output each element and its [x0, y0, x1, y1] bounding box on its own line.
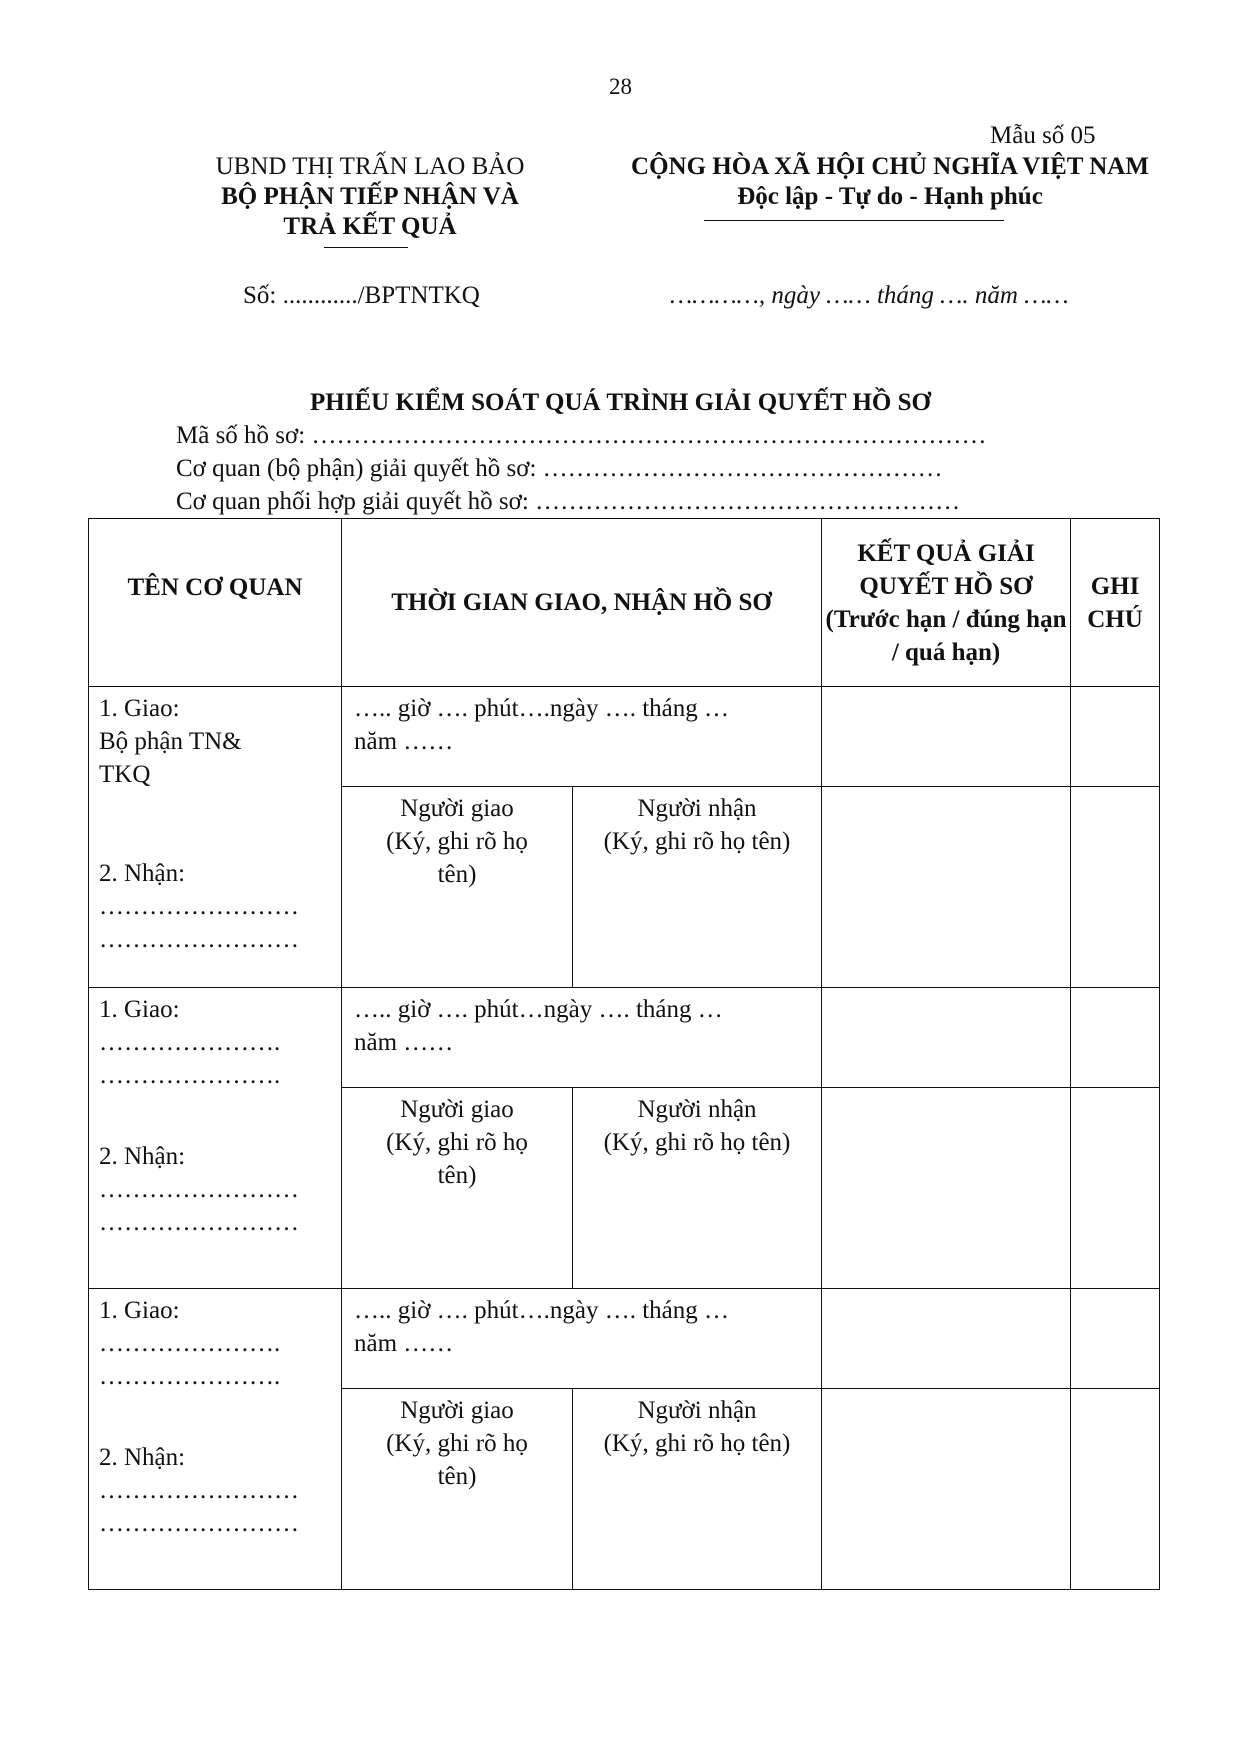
receiver-signature-cell — [573, 1389, 822, 1590]
org-line-1: UBND THỊ TRẤN LAO BẢO — [215, 153, 525, 180]
receiver-instruction: (Ký, ghi rõ họ tên) — [603, 828, 791, 855]
date-line: …………, ngày …… tháng …. năm …… — [670, 282, 1069, 309]
handover-time-cell — [342, 687, 822, 787]
nation-motto: Độc lập - Tự do - Hạnh phúc — [737, 183, 1043, 210]
giao-detail: …………………. — [99, 1363, 281, 1390]
header-agency-name: TÊN CƠ QUAN — [89, 519, 342, 687]
receiver-instruction: (Ký, ghi rõ họ tên) — [603, 1430, 791, 1457]
note-cell — [1071, 687, 1160, 787]
org-line-2: BỘ PHẬN TIẾP NHẬN VÀ — [221, 183, 519, 210]
table-header-row — [89, 519, 1160, 687]
motto-underline — [704, 220, 1004, 221]
table-row — [89, 687, 1160, 787]
time-line: ….. giờ …. phút…ngày …. tháng … — [354, 996, 723, 1023]
time-line: năm …… — [354, 1029, 454, 1056]
note-cell — [1071, 787, 1160, 988]
agency-cell — [89, 988, 342, 1289]
receiver-label: Người nhận — [637, 795, 757, 822]
note-cell — [1071, 1289, 1160, 1389]
processing-agency-line: Cơ quan (bộ phận) giải quyết hồ sơ: ………………………………………… — [176, 455, 943, 482]
nhan-label: 2. Nhận: — [99, 1444, 186, 1471]
giver-label: Người giao — [400, 795, 514, 822]
giver-label: Người giao — [400, 1096, 514, 1123]
nhan-dots: …………………… — [99, 1209, 299, 1236]
giao-label: 1. Giao: — [99, 1297, 180, 1324]
result-cell — [822, 1389, 1071, 1590]
giao-detail: …………………. — [99, 1330, 281, 1357]
giver-signature-cell — [342, 1389, 573, 1590]
agency-cell — [89, 687, 342, 988]
giver-instruction: tên) — [437, 1463, 477, 1490]
giao-detail: TKQ — [99, 761, 151, 788]
receiver-label: Người nhận — [637, 1397, 757, 1424]
nation-line-1: CỘNG HÒA XÃ HỘI CHỦ NGHĨA VIỆT NAM — [631, 153, 1149, 180]
nhan-label: 2. Nhận: — [99, 1143, 186, 1170]
nhan-dots: …………………… — [99, 926, 299, 953]
receiver-label: Người nhận — [637, 1096, 757, 1123]
giver-instruction: (Ký, ghi rõ họ — [386, 828, 528, 855]
note-cell — [1071, 1088, 1160, 1289]
time-line: năm …… — [354, 1330, 454, 1357]
result-cell — [822, 1088, 1071, 1289]
nhan-dots: …………………… — [99, 1176, 299, 1203]
national-header — [590, 152, 1190, 212]
header-note: GHI CHÚ — [1071, 519, 1160, 687]
page-number: 28 — [609, 74, 632, 99]
control-table — [88, 518, 1160, 1590]
time-line: ….. giờ …. phút….ngày …. tháng … — [354, 1297, 729, 1324]
note-cell — [1071, 1389, 1160, 1590]
giao-detail: Bộ phận TN& — [99, 728, 242, 755]
time-line: ….. giờ …. phút….ngày …. tháng … — [354, 695, 729, 722]
giver-instruction: tên) — [437, 1162, 477, 1189]
giver-signature-cell — [342, 1088, 573, 1289]
table-row — [89, 1289, 1160, 1389]
result-cell — [822, 787, 1071, 988]
record-code-line: Mã số hồ sơ: ……………………………………………………………………… — [176, 422, 987, 449]
nhan-dots: …………………… — [99, 1477, 299, 1504]
giao-label: 1. Giao: — [99, 695, 180, 722]
result-cell — [822, 1289, 1071, 1389]
agency-cell — [89, 1289, 342, 1590]
time-line: năm …… — [354, 728, 454, 755]
giao-detail: …………………. — [99, 1029, 281, 1056]
form-code: Mẫu số 05 — [990, 122, 1096, 149]
receiver-signature-cell — [573, 1088, 822, 1289]
result-cell — [822, 687, 1071, 787]
table-row — [89, 988, 1160, 1088]
handover-time-cell — [342, 1289, 822, 1389]
receiver-signature-cell — [573, 787, 822, 988]
result-cell — [822, 988, 1071, 1088]
nhan-label: 2. Nhận: — [99, 860, 186, 887]
org-underline — [324, 247, 408, 248]
header-handover-time: THỜI GIAN GIAO, NHẬN HỒ SƠ — [342, 519, 822, 687]
handover-time-cell — [342, 988, 822, 1088]
nhan-dots: …………………… — [99, 1510, 299, 1537]
giver-label: Người giao — [400, 1397, 514, 1424]
giao-detail: …………………. — [99, 1062, 281, 1089]
giver-instruction: (Ký, ghi rõ họ — [386, 1129, 528, 1156]
nhan-dots: …………………… — [99, 893, 299, 920]
header-result: KẾT QUẢ GIẢI QUYẾT HỒ SƠ (Trước hạn / đúng hạn / quá hạn) — [822, 519, 1071, 687]
giver-signature-cell — [342, 787, 573, 988]
form-title: PHIẾU KIỂM SOÁT QUÁ TRÌNH GIẢI QUYẾT HỒ SƠ — [310, 389, 931, 416]
org-line-3: TRẢ KẾT QUẢ — [283, 213, 457, 240]
issuing-organization — [180, 152, 560, 242]
giao-label: 1. Giao: — [99, 996, 180, 1023]
giver-instruction: tên) — [437, 861, 477, 888]
receiver-instruction: (Ký, ghi rõ họ tên) — [603, 1129, 791, 1156]
note-cell — [1071, 988, 1160, 1088]
giver-instruction: (Ký, ghi rõ họ — [386, 1430, 528, 1457]
document-number: Số: ............/BPTNTKQ — [243, 282, 480, 309]
coordinating-agency-line: Cơ quan phối hợp giải quyết hồ sơ: …………………………………………… — [176, 488, 961, 515]
